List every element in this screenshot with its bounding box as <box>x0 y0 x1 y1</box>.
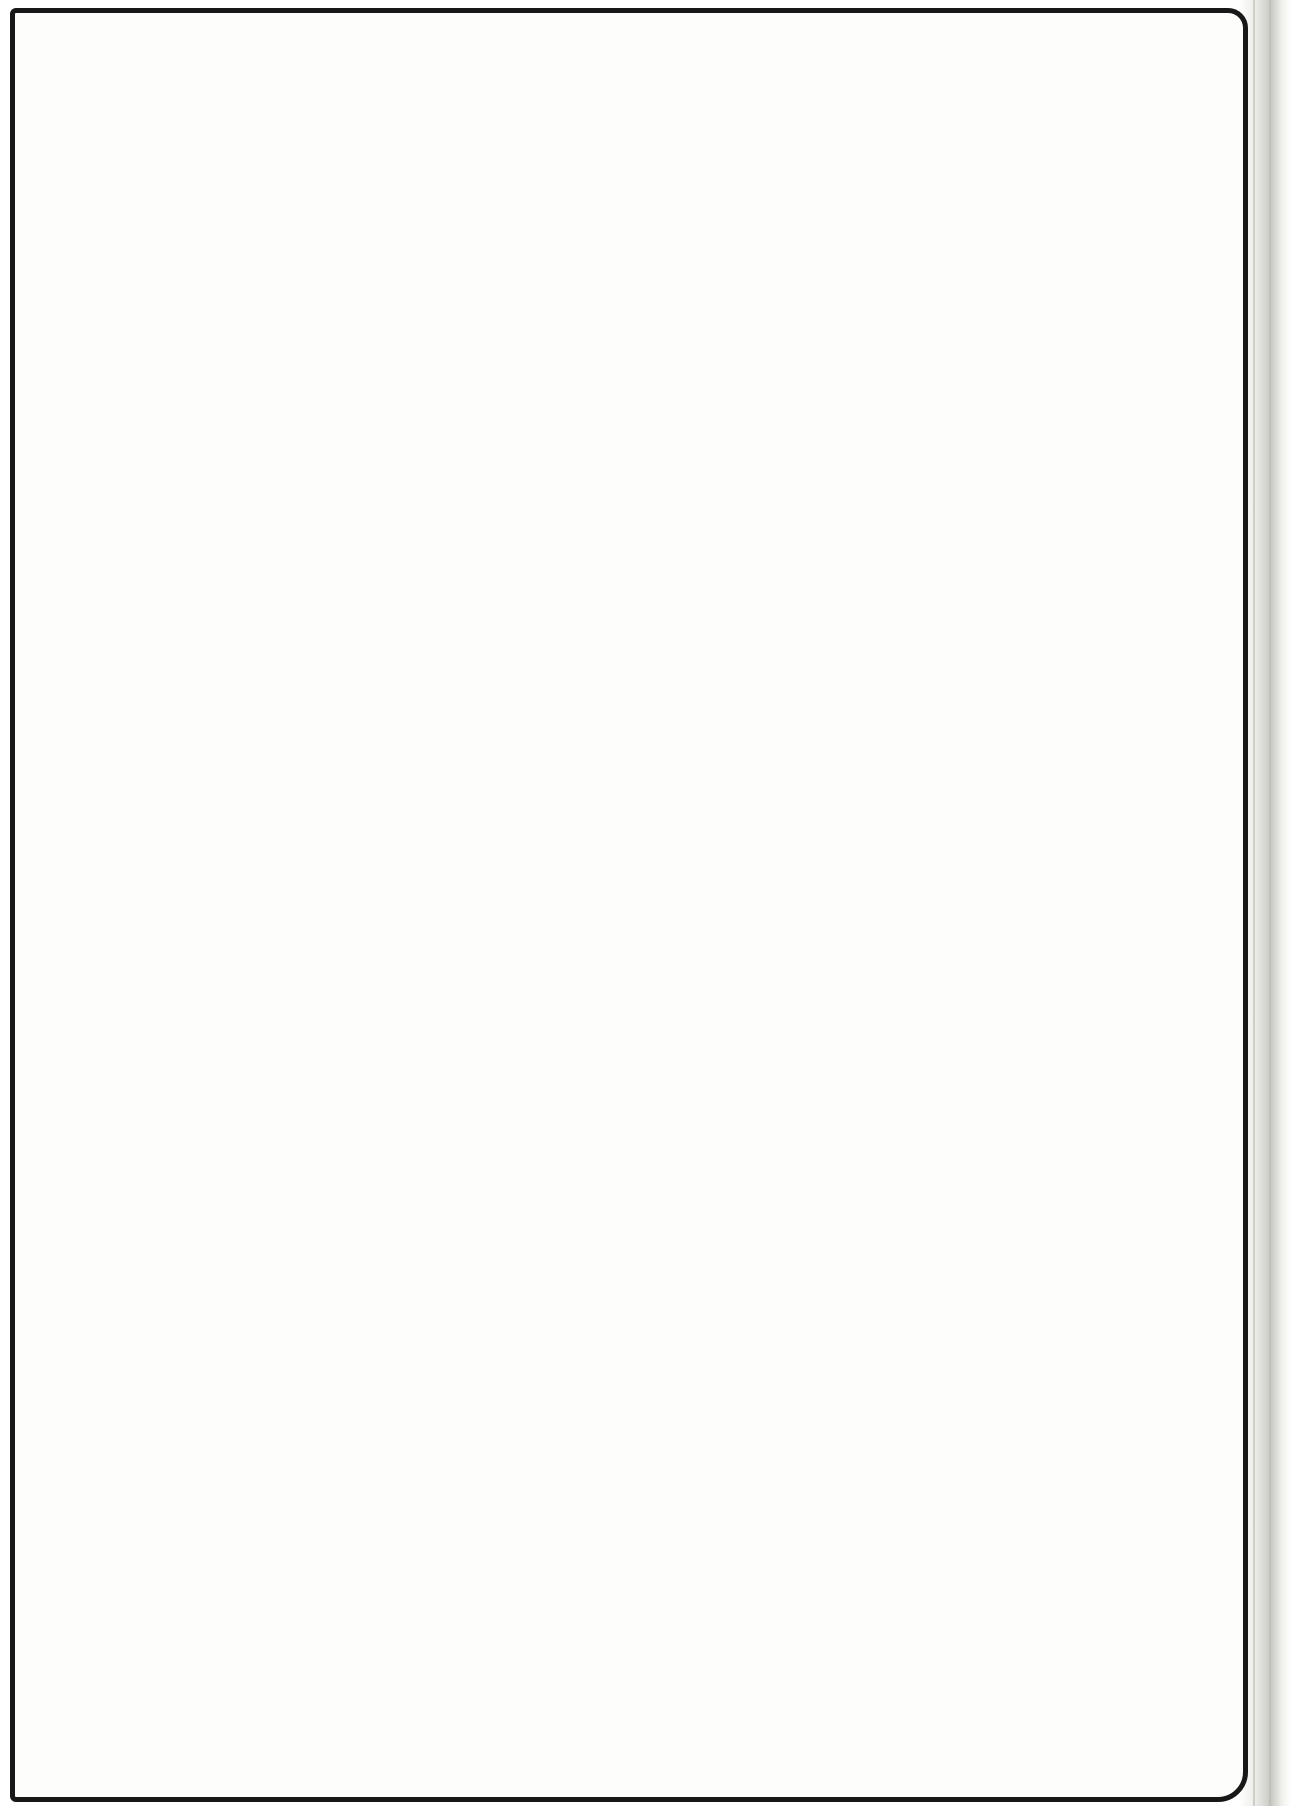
page-edge-line <box>1253 0 1255 1806</box>
vegetation-profile-chart <box>238 181 715 1396</box>
rainfall-gradient-arrow <box>841 235 889 1225</box>
rotated-figure-stage <box>165 163 1155 1453</box>
scanned-page-sheet <box>10 8 1248 1802</box>
page-edge-line <box>1269 0 1271 1806</box>
page-corner-curl <box>1105 1707 1225 1797</box>
running-footer <box>415 1611 449 1642</box>
